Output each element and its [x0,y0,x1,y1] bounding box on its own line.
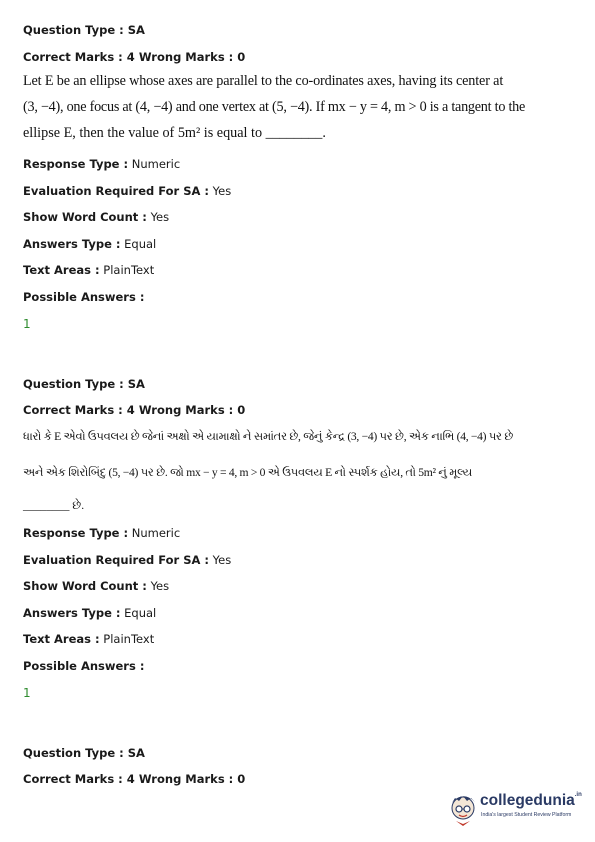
response-type-row [23,526,180,540]
evaluation-value: Yes [212,553,232,567]
response-type-row [23,157,180,171]
evaluation-value: Yes [212,184,232,198]
evaluation-label: Evaluation Required For SA : [23,184,210,198]
question-text-line: અને એક શિરોબિંદુ (5, −4) પર છે. જો mx − y = 4, m > 0 એ ઉપવલય E નો સ્પર્શક હોય, તો 5m² નું મૂલ્ય [23,466,473,479]
possible-answers-label: Possible Answers : [23,290,145,304]
collegedunia-logo [447,786,587,830]
logo-tagline: India's largest Student Review Platform [481,812,572,818]
answers-type-value: Equal [124,237,157,251]
marks-row [23,772,245,786]
question-text-line: ellipse E, then the value of 5m² is equal to ________. [23,125,326,141]
marks-row [23,50,245,64]
correct-marks-label: Correct Marks : [23,50,123,64]
correct-marks-label: Correct Marks : [23,772,123,786]
question-type-label: Question Type : [23,23,124,37]
question-type-value: SA [127,377,145,391]
response-type-label: Response Type : [23,526,129,540]
word-count-label: Show Word Count : [23,210,147,224]
question-text-line: ________ છે. [23,499,85,512]
text-areas-value: PlainText [103,632,155,646]
marks-row [23,403,245,417]
response-type-value: Numeric [131,157,181,171]
student-mascot-icon [447,788,481,828]
answers-type-value: Equal [124,606,157,620]
evaluation-row [23,553,231,567]
text-areas-label: Text Areas : [23,263,100,277]
question-text-line: Let E be an ellipse whose axes are parallel to the co-ordinates axes, having its center at [23,73,504,89]
answers-type-row [23,237,156,251]
question-type-label: Question Type : [23,377,124,391]
word-count-row [23,579,169,593]
text-areas-value: PlainText [103,263,155,277]
wrong-marks-value: 0 [237,403,246,417]
possible-answer: 1 [23,317,31,331]
question-type-value: SA [127,746,145,760]
answers-type-label: Answers Type : [23,237,121,251]
word-count-value: Yes [150,579,170,593]
correct-marks-value: 4 [126,403,135,417]
text-areas-row [23,632,154,646]
logo-wordmark: collegedunia$^{.in}$ [480,792,582,809]
response-type-label: Response Type : [23,157,129,171]
wrong-marks-label: Wrong Marks : [138,403,234,417]
question-type-row [23,23,145,37]
word-count-value: Yes [150,210,170,224]
possible-answer: 1 [23,686,31,700]
answers-type-row [23,606,156,620]
correct-marks-label: Correct Marks : [23,403,123,417]
text-areas-row [23,263,154,277]
question-type-row [23,746,145,760]
correct-marks-value: 4 [126,50,135,64]
evaluation-row [23,184,231,198]
possible-answers-label: Possible Answers : [23,659,145,673]
answers-type-label: Answers Type : [23,606,121,620]
question-type-label: Question Type : [23,746,124,760]
response-type-value: Numeric [131,526,181,540]
text-areas-label: Text Areas : [23,632,100,646]
question-text-line: ધારો કે E એવો ઉપવલય છે જેનાં અક્ષો એ યામાક્ષો ને સમાંતર છે, જેનું કેન્દ્ર (3, −4) પર છે, એક નાભિ (4, −4) પર છે [23,430,514,443]
question-type-value: SA [127,23,145,37]
word-count-label: Show Word Count : [23,579,147,593]
wrong-marks-value: 0 [237,772,246,786]
wrong-marks-label: Wrong Marks : [138,772,234,786]
question-text-line: (3, −4), one focus at (4, −4) and one vertex at (5, −4). If mx − y = 4, m > 0 is a tangent to the [23,99,526,115]
word-count-row [23,210,169,224]
wrong-marks-value: 0 [237,50,246,64]
evaluation-label: Evaluation Required For SA : [23,553,210,567]
correct-marks-value: 4 [126,772,135,786]
question-type-row [23,377,145,391]
wrong-marks-label: Wrong Marks : [138,50,234,64]
